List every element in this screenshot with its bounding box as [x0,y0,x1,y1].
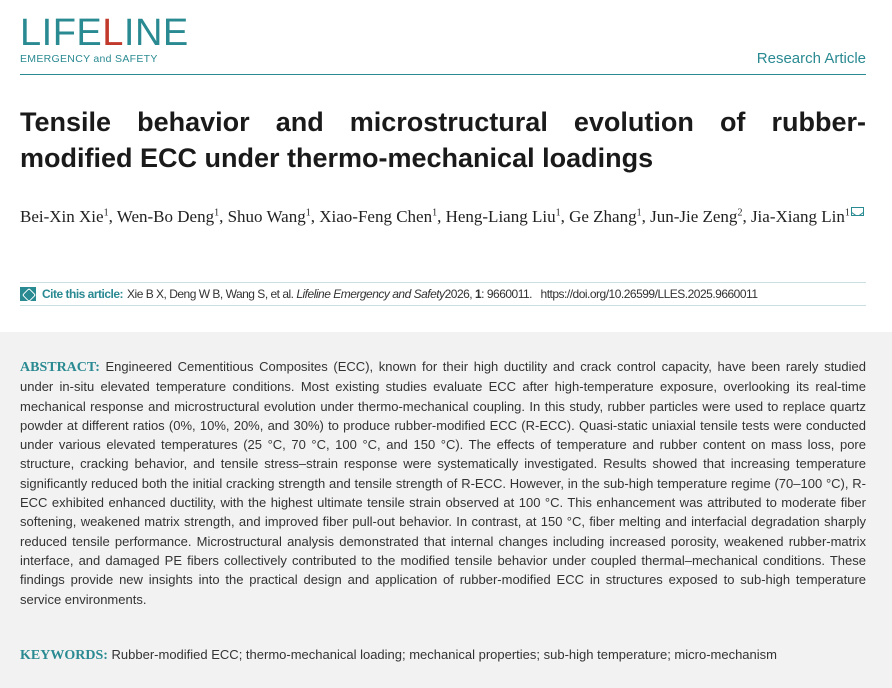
author-affiliation: 1 [555,207,561,219]
abstract-text: Engineered Cementitious Composites (ECC), known for their high ductility and crack control capacity, have been rarely studied under in-situ elevated temperature conditions. Most existing studies evaluate ECC after high-temperature exposure, overlooking its real-time mechanical response and microstructural evolution under thermo-mechanical coupling. In this study, rubber particles were used to replace quartz powder at different ratios (0%, 10%, 20%, and 30%) to produce rubber-modified ECC (R-ECC). Quasi-static uniaxial tensile tests were conducted under various elevated temperatures (25 °C, 70 °C, 100 °C, and 150 °C). The effects of temperature and rubber content on mass loss, pore structure, cracking behavior, and tensile stress–strain response were systematically investigated. Results showed that increasing temperature significantly reduced both the initial cracking strength and tensile strength of R-ECC. However, in the sub-high temperature regime (70–100 °C), R-ECC exhibited enhanced ductility, with the highest ultimate tensile strain observed at 100 °C. This enhancement was attributed to moderate fiber softening, weakened matrix strength, and improved fiber pull-out behavior. In contrast, at 150 °C, fiber melting and interfacial degradation sharply reduced tensile performance. Microstructural analysis demonstrated that internal changes including increased porosity, weakened rubber-matrix interface, and damaged PE fibers collectively contributed to the modified tensile behavior under coupled thermal–mechanical conditions. These findings provide new insights into the practical design and application of rubber-modified ECC in structures exposed to sub-high temperature service environments. [20,359,866,607]
citation-authors: Xie B X, Deng W B, Wang S, et al. [127,287,294,301]
keywords-text: Rubber-modified ECC; thermo-mechanical loading; mechanical properties; sub-high temperature; micro-mechanism [111,647,777,662]
logo-subtitle: EMERGENCY and SAFETY [20,53,158,65]
citation-doi-link[interactable]: https://doi.org/10.26599/LLES.2025.9660011 [540,287,758,301]
author-name: Xiao-Feng Chen [319,207,433,226]
keywords [20,647,880,664]
abstract-heading: ABSTRACT: [20,360,100,375]
paper-title: Tensile behavior and microstructural evolution of rubber-modified ECC under thermo-mechanical loadings [20,107,866,173]
author-affiliation: 1 [103,207,109,219]
logo-part-life: LIFE [20,12,103,54]
author-affiliation: 1 [305,207,311,219]
journal-logo [20,14,189,65]
logo-wordmark [20,14,189,52]
logo-part-ine: INE [123,12,189,54]
citation-year: 2026, [444,287,473,301]
author-name: Shuo Wang [227,207,306,226]
citation-journal: Lifeline Emergency and Safety [296,287,445,301]
author-affiliation: 1 [432,207,438,219]
citation-volume: 1 [474,287,482,301]
author-list: Bei-Xin Xie$^1$, Wen-Bo Deng$^1$, Shuo Wang$^1$, Xiao-Feng Chen$^1$, Heng-Liang Liu$^1$, Ge Zhang$^1$, Jun-Jie Zeng$^2$, Jia-Xiang Lin$^1$ [20,203,870,231]
author-name: Wen-Bo Deng [116,207,215,226]
author-affiliation: 1 [636,207,642,219]
author-name: Bei-Xin Xie [20,207,104,226]
citation-article-number: : 9660011. [481,287,532,301]
author-affiliation: 1 [844,207,850,219]
author-affiliation: 1 [214,207,220,219]
author-name: Heng-Liang Liu [445,207,556,226]
citation-bar [20,282,866,306]
logo-part-l: L [102,12,124,54]
author-name: Jia-Xiang Lin [750,207,845,226]
keywords-heading: KEYWORDS: [20,648,108,663]
header-divider [20,74,866,75]
abstract [20,357,866,609]
author-name: Ge Zhang [569,207,637,226]
citation-label: Cite this article: [42,287,124,301]
email-icon[interactable] [851,207,864,216]
author-affiliation: 2 [737,207,743,219]
author-name: Jun-Jie Zeng [650,207,738,226]
link-icon [20,287,36,301]
article-type-label: Research Article [756,50,866,67]
